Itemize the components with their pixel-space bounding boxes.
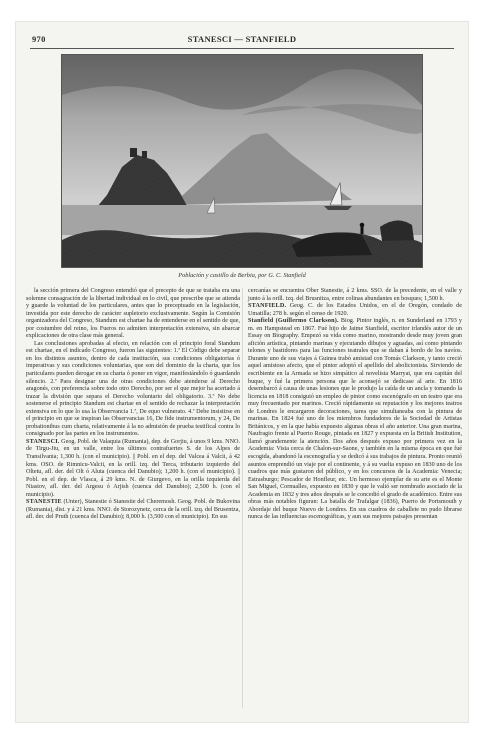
entry-text: (Unter), Stanestie ó Stanestie del Cheremosh. Geog. Pobl. de Bukovina (Rumania), dist. y á 21 kms. NNO. de Storozynetz, cerca de la orill. izq. del Brusentza, afl. der. del Pruth (cuenca del Danubio); 8,000 h. (3,500 con el municipio). En sus — [26, 499, 241, 521]
dictionary-entry — [26, 439, 240, 499]
header-rule — [30, 48, 454, 49]
paragraph: Las conclusiones aprobadas al efecto, en relación con el principio foral Standum est chartae, en el indicado Congreso, fueron las siguientes: 1.ª El Código debe separar en los distintos asuntos, dentro de cada institución, sus condiciones obligatorias ó imperativas y sus condiciones voluntarias, que son del dominio de la charta, que los particulares pueden derogar en su charta ó poner en vigor, manifestándolo ó guardando silencio. 2.ª Para designar una de otras condiciones debe atenderse al Derecho aragonés, con preferencia sobre todo otro Derecho, por ser el que mejor ha acertado á trazar la división que separa el Derecho voluntario del obligatorio. 3.ª No debe sostenerse el principio Standum est chartae en el sentido de rechazar la interpretación extensiva en lo que lo usa la Observancia 1.ª, De equo vulnerato. 4.ª Debe insistirse en el principio en que se inspiran las Observancias 16, De fide instrumentorum, y 24, De probationibus cum charta, relativamente á la no admisión de prueba testifical contra lo consignado por las partes en los instrumentos. — [26, 340, 240, 438]
dictionary-entry — [248, 303, 462, 318]
entry-text: Geog. Pobl. de Valaquia (Rumania), dep. de Gorjiu, á unos 9 kms. NNO. de Tirgu-Jiu, en un valle, entre los últimos contrafuertes S. de los Alpes de Transilvania; 1,300 h. (con el municipio). || Pobl. en el dep. del Valcea á Valcii, á 42 kms. OSO. de Rimnicu-Valcii, en la orill. izq. del Terca, tributario izquierdo del Oltetu, afl. der. del Olt ó Aluta (cuenca del Danubio); 1,200 h. (con el municipio). || Pobl. en el dep. de Vlasca, á 29 kms. N. de Giurgevo, en la orilla izquierda del Niastov, afl. der. del Argesu ó Arjish (cuenca del Danubio); 2,500 h. (con el municipio). — [26, 438, 240, 498]
dictionary-entry — [248, 318, 462, 522]
entry-headword: STANFIELD. — [248, 303, 287, 310]
document-page — [16, 22, 468, 722]
left-column — [26, 288, 240, 522]
illustration-caption: Población y castillo de Berbia, por G. C. Stanfield — [178, 272, 306, 279]
page-header — [24, 34, 460, 48]
engraving-illustration — [61, 54, 423, 268]
entry-headword: STANESTIE — [26, 499, 62, 506]
running-title: STANESCI — STANFIELD — [187, 34, 297, 44]
engraving-drawing — [62, 55, 422, 267]
column-divider — [242, 288, 243, 708]
paragraph: la sección primera del Congreso entendió que el precepto de que se tratabа era una solemne consagración de la libertad individual en lo civil, que prescribe que se atienda y guarde la voluntad de los particulares, antes que lo preceptuado en la legislación, investida por este derecho de carácter supletorio exclusivamente. Según la Comisión organizadora del Congreso, Standum est chartae ha de entenderse en el sentido de que, por costumbre del reino, los Fueros no admiten interpretación extensiva, sin abarcar explicaciones de otra clase más general. — [26, 288, 240, 340]
page-number: 970 — [32, 34, 46, 44]
dictionary-entry — [26, 499, 240, 522]
entry-text: Geog. C. de los Estados Unidos, en el de Oregón, condado de Umatilla; 278 h. según el censo de 1920. — [248, 303, 462, 317]
paragraph: cercanías se encuentra Ober Stanestie, á 2 kms. SSO. de la precedente, en el valle y junto á la orill. izq. del Brusnitza, entre colinas abundantes en bosques; 1,500 h. — [248, 288, 462, 302]
right-column — [248, 288, 462, 522]
entry-headword: Stanfield (Guillermo Clarkson). — [248, 318, 339, 325]
entry-text: Biog. Pintor inglés, n. en Sunderland en 1793 y m. en Hampstead en 1867. Fué hijo de Jaime Stanfield, escritor irlandés autor de un Essay on Biography. Empezó su vida como marino, mostrando desde muy joven gran afición artística, pintando marinas y ejecutando dibujos y aguadas, así como pintando telones y bastidores para las funciones teatrales que se daban á bordo de los navíos. Durante uno de sus viajes á Guinea trabó amistad con Tomás Clarkson, y tanto creció aquel amistoso afecto, que el pintor adoptó el apellido del abolicionista. Sirviendo de escribiente en la Armada se hizo simpático al novelista Marryat, que era capitán del buque, y fué la primera persona que le aconsejó se dedicase al arte. En 1816 desembarcó á causa de unas lesiones que le produjo la caída de un ancla y tomando la licencia en 1818 consiguió un empleo de pintor como escenógrafo en un teatro que era muy frecuentado por marinos. Creció rápidamente su reputación y los mejores teatros de Londres le encargaron decoraciones, tarea que simultaneaba con la pintura de marinas. En 1824 fué uno de los miembros fundadores de la Sociedad de Artistas Británicos, y en la que había expuesto algunas obras el año anterior. Una gran marina, Naufragio frente al Puerto Rouge, pintada en 1827 y expuesta en la British Institution, llamó grandemente la atención. Dos años después expuso por primera vez en la Academia: Vista cerca de Chalon-sur-Saone, y también en la misma época en que fué escogida, abandonó la escenografía y se dedicó á sus trabajos de pintura. Pronto reunió asuntos emprendió un viaje por el continente, y á su vuelta expuso en 1830 uno de los cuadros que más gustaron del público, y en los concursos de la Academia: Venecia; Estrasburgo; Pescador de Honfleur, etc. Un hermoso ejemplar de su arte es el Monte San Miguel, Cornualles, expuesto en 1830 y que le valió ser nombrado asociado de la Academia en 1832 y tres años después se le concedió el grado de académico. Entre sus obras más notables figuran: La batalla de Trafalgar (1836), Puerto de Portsmouth y Abordaje del buque Nuevo de Londres. En sus cuadros de caballete no pudo librarse nunca de las influencias escenográficas, y aun sus mejores paisajes presentan — [248, 318, 462, 521]
entry-headword: STANESCI. — [26, 438, 60, 445]
